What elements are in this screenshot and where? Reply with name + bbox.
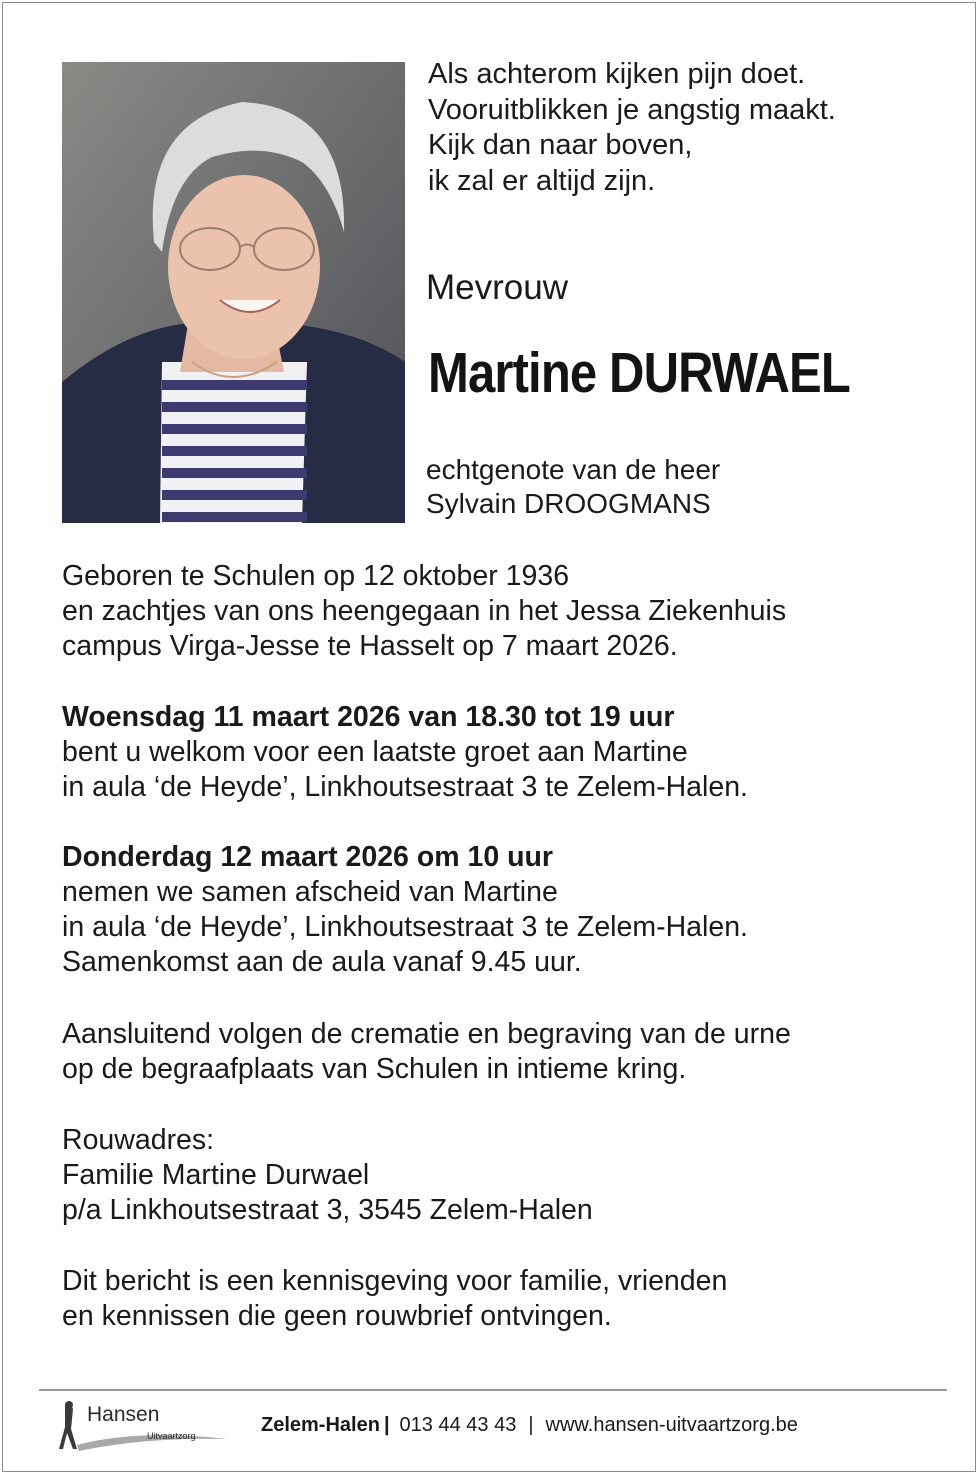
deceased-name: Martine DURWAEL: [428, 341, 850, 405]
poem-line: Kijk dan naar boven,: [428, 129, 693, 161]
text-line: Samenkomst aan de aula vanaf 9.45 uur.: [62, 946, 582, 978]
poem: [428, 57, 836, 199]
footer-separator: |: [528, 1414, 534, 1436]
spouse-line: Sylvain DROOGMANS: [426, 488, 711, 519]
notice-text: [62, 1264, 942, 1334]
text-line: bent u welkom voor een laatste groet aan Martine: [62, 736, 688, 768]
text-line: Aansluitend volgen de crematie en begraving van de urne: [62, 1018, 791, 1050]
death-notice-card: [2, 2, 976, 1472]
text-line: Rouwadres:: [62, 1124, 215, 1156]
text-line: nemen we samen afscheid van Martine: [62, 876, 558, 908]
funeral-heading: Donderdag 12 maart 2026 om 10 uur: [62, 841, 554, 873]
company-logo: [57, 1399, 237, 1455]
footer-phone: 013 44 43 43: [399, 1414, 517, 1436]
logo-subtitle: Uitvaartzorg: [147, 1431, 196, 1441]
poem-line: Als achterom kijken pijn doet.: [428, 58, 806, 90]
visitation-heading: Woensdag 11 maart 2026 van 18.30 tot 19 uur: [62, 701, 675, 733]
footer: [39, 1397, 947, 1457]
mourning-address: [62, 1123, 942, 1228]
honorific: Mevrouw: [426, 268, 568, 307]
portrait-photo: [62, 62, 405, 523]
text-line: en kennissen die geen rouwbrief ontvingen.: [62, 1300, 612, 1332]
text-line: Geboren te Schulen op 12 oktober 1936: [62, 560, 570, 592]
funeral-info: [62, 840, 942, 980]
spouse-info: [426, 453, 720, 521]
text-line: Dit bericht is een kennisgeving voor familie, vrienden: [62, 1265, 728, 1297]
text-line: Familie Martine Durwael: [62, 1159, 370, 1191]
logo-name: Hansen: [87, 1403, 160, 1426]
text-line: in aula ‘de Heyde’, Linkhoutsestraat 3 te Zelem-Halen.: [62, 771, 748, 803]
poem-line: ik zal er altijd zijn.: [428, 164, 656, 197]
birth-death-info: [62, 559, 942, 664]
footer-website[interactable]: www.hansen-uitvaartzorg.be: [545, 1414, 798, 1436]
visitation-info: [62, 700, 942, 805]
spouse-line: echtgenote van de heer: [426, 454, 721, 485]
contact-line: [261, 1414, 798, 1437]
cremation-info: [62, 1017, 942, 1087]
text-line: p/a Linkhoutsestraat 3, 3545 Zelem-Halen: [62, 1194, 593, 1226]
text-line: campus Virga-Jesse te Hasselt op 7 maart 2026.: [62, 630, 678, 662]
text-line: en zachtjes van ons heengegaan in het Jessa Ziekenhuis: [62, 595, 787, 627]
footer-divider: [39, 1389, 947, 1391]
poem-line: Vooruitblikken je angstig maakt.: [428, 93, 836, 126]
text-line: op de begraafplaats van Schulen in intieme kring.: [62, 1053, 687, 1085]
text-line: in aula ‘de Heyde’, Linkhoutsestraat 3 te Zelem-Halen.: [62, 911, 748, 943]
footer-city: Zelem-Halen: [261, 1414, 380, 1436]
footer-separator: |: [383, 1414, 390, 1436]
